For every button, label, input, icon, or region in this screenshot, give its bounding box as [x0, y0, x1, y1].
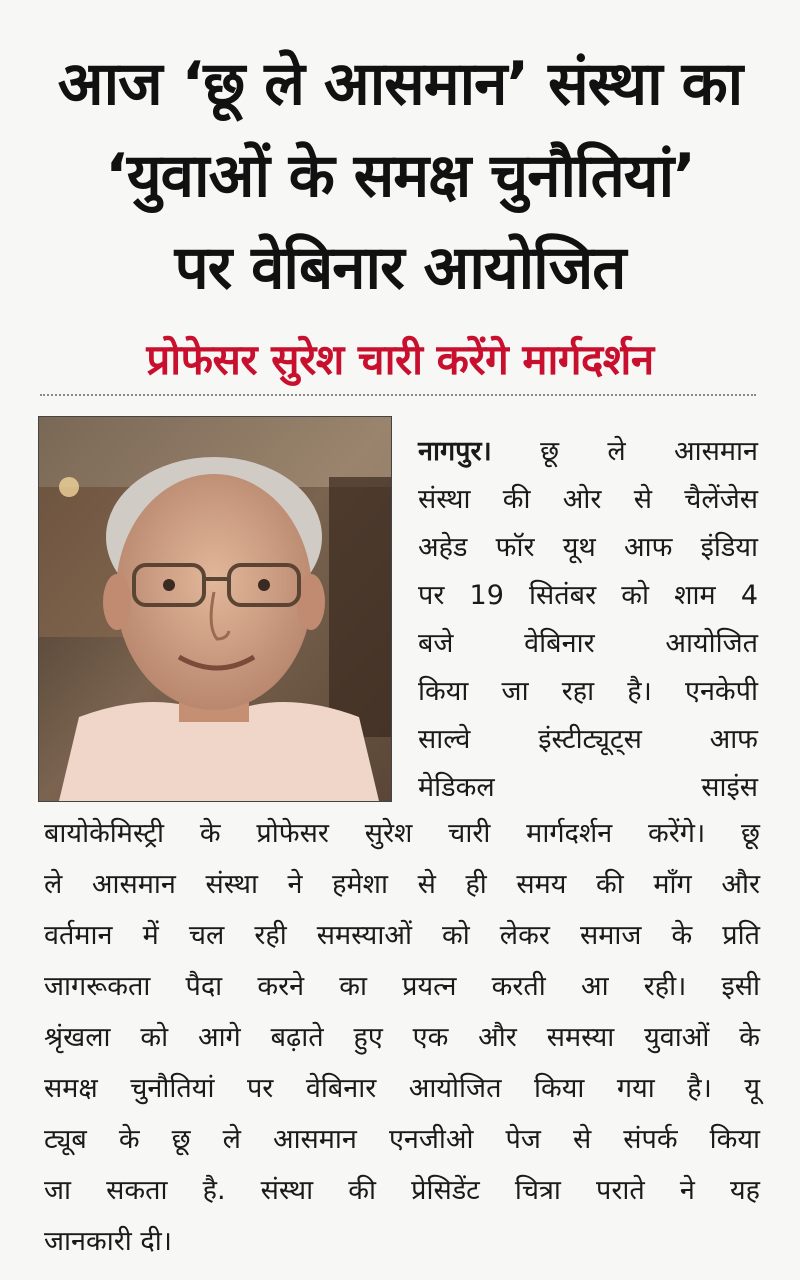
portrait-photo [38, 416, 392, 802]
body-line-5: श्रृंखला को आगे बढ़ाते हुए एक और समस्या युवाओं के [44, 1022, 760, 1053]
headline-line-1: आज ‘छू ले आसमान’ संस्था का [57, 49, 743, 119]
body-line-9: जानकारी दी। [44, 1226, 172, 1257]
column-line-5: बजे वेबिनार आयोजित [418, 628, 758, 659]
headline [0, 38, 800, 314]
column-line-2: संस्था की ओर से चैलेंजेस [418, 484, 758, 515]
article-column-text [418, 428, 758, 812]
body-line-4: जागरूकता पैदा करने का प्रयत्न करती आ रही। इसी [44, 971, 760, 1002]
body-line-6: समक्ष चुनौतियां पर वेबिनार आयोजित किया गया है। यू [44, 1073, 760, 1104]
subheadline: प्रोफेसर सुरेश चारी करेंगे मार्गदर्शन [146, 335, 654, 384]
headline-line-3: पर वेबिनार आयोजित [174, 233, 626, 303]
body-line-1: बायोकेमिस्ट्री के प्रोफेसर सुरेश चारी मार्गदर्शन करेंगे। छू [44, 818, 760, 849]
column-line-6: किया जा रहा है। एनकेपी [418, 676, 758, 707]
body-line-8: जा सकता है. संस्था की प्रेसिडेंट चित्रा पराते ने यह [44, 1175, 760, 1206]
column-line-3: अहेड फॉर यूथ आफ इंडिया [418, 532, 758, 563]
column-line-4: पर 19 सितंबर को शाम 4 [418, 580, 758, 611]
column-line-1-text: छू ले आसमान [540, 436, 758, 467]
headline-line-2: ‘युवाओं के समक्ष चुनौतियां’ [105, 141, 695, 211]
column-line-7: साल्वे इंस्टीट्यूट्स आफ [418, 724, 758, 755]
article-body-text [44, 808, 760, 1267]
portrait-photo-icon [39, 417, 391, 801]
body-line-2: ले आसमान संस्था ने हमेशा से ही समय की माँग और [44, 869, 760, 900]
column-line-8: मेडिकल साइंस [418, 772, 758, 803]
dateline: नागपुर। [418, 436, 492, 467]
body-line-3: वर्तमान में चल रही समस्याओं को लेकर समाज के प्रति [44, 920, 760, 951]
column-line-1 [418, 428, 758, 476]
body-line-7: ट्यूब के छू ले आसमान एनजीओ पेज से संपर्क किया [44, 1124, 760, 1155]
dotted-divider [40, 394, 756, 396]
